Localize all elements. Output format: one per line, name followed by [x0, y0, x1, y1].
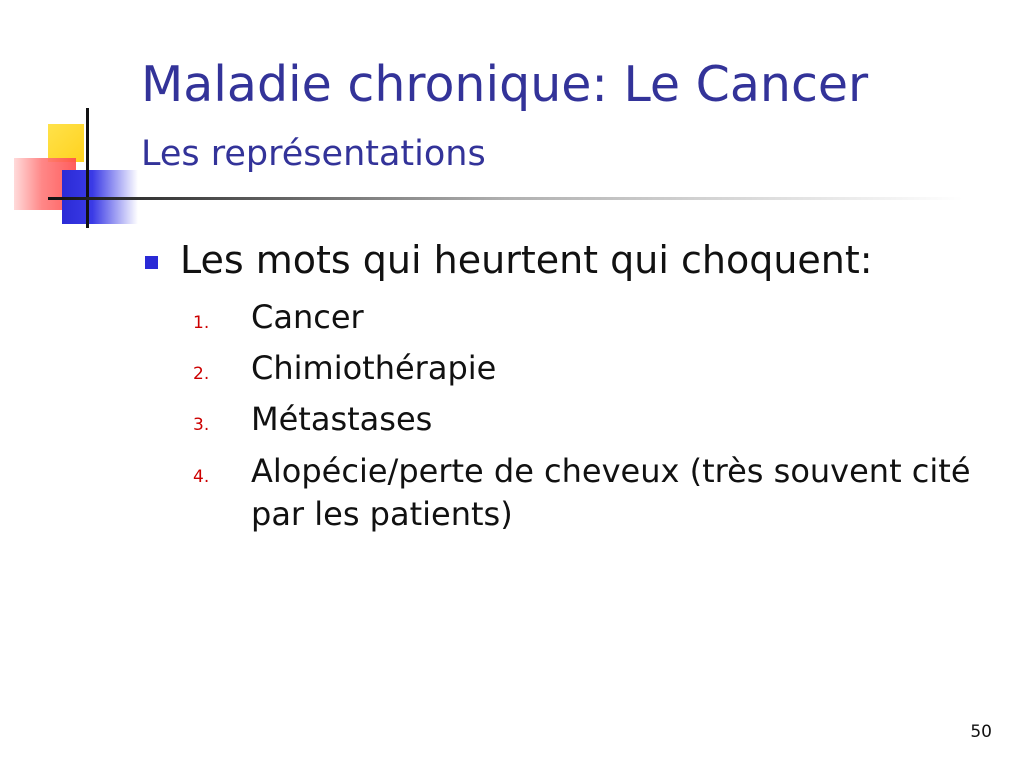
bullet-item: [145, 238, 995, 282]
page-number: 50: [970, 722, 992, 742]
slide-subtitle: Les représentations: [141, 134, 486, 174]
list-number: 4.: [193, 466, 210, 487]
list-item: [145, 398, 995, 441]
list-item: [145, 347, 995, 390]
list-item-text: Alopécie/perte de cheveux (très souvent cité par les patients): [251, 451, 971, 533]
slide-title: Maladie chronique: Le Cancer: [141, 56, 869, 113]
list-number: 2.: [193, 364, 210, 385]
list-item: [145, 450, 995, 536]
square-bullet-icon: [145, 256, 158, 269]
numbered-list: [145, 296, 995, 536]
vertical-rule: [86, 108, 89, 228]
yellow-square-decoration: [48, 124, 84, 162]
horizontal-rule: [48, 197, 963, 200]
list-item-text: Cancer: [251, 298, 364, 336]
list-item: [145, 296, 995, 339]
list-number: 1.: [193, 313, 210, 333]
bullet-text: Les mots qui heurtent qui choquent:: [180, 238, 873, 282]
list-item-text: Chimiothérapie: [251, 349, 497, 388]
slide-content: [145, 238, 995, 544]
list-item-text: Métastases: [251, 400, 433, 439]
list-number: 3.: [193, 415, 210, 436]
